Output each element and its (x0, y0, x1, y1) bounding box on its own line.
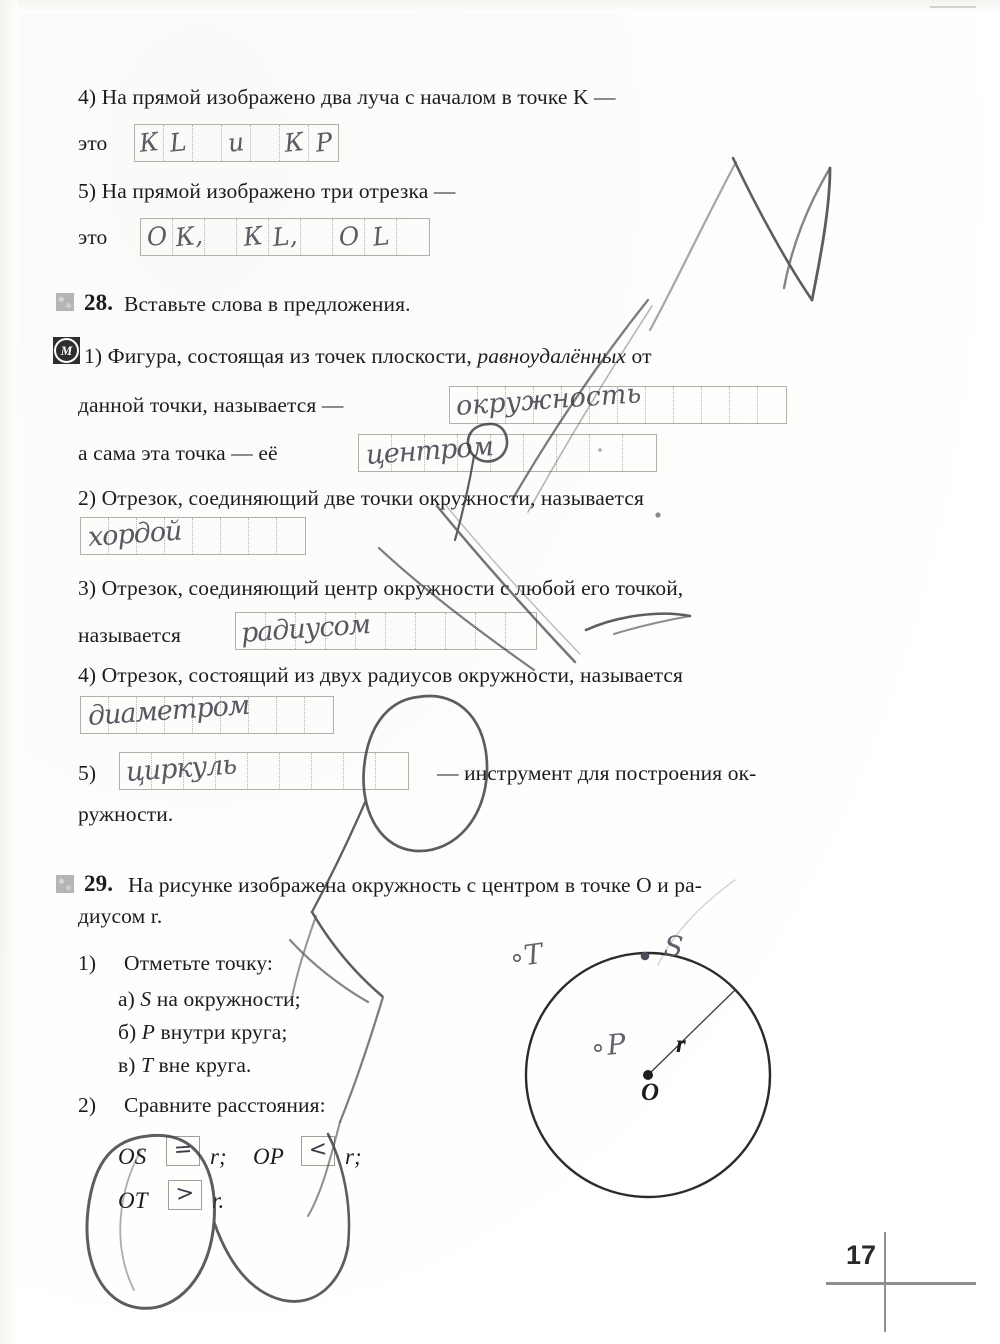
task-28-bullet-icon (56, 293, 74, 311)
task-29-item-1b-text: внутри круга; (160, 1020, 288, 1044)
answer-cell[interactable] (205, 219, 237, 255)
handwritten-point-T-dot (508, 946, 532, 970)
task-29-line-2: диусом r. (78, 904, 163, 928)
answer-cell[interactable] (251, 125, 280, 161)
task-28-item-4-body: Отрезок, состоящий из двух радиусов окружности, называется (101, 663, 684, 687)
task-28-item-2-marker: 2) (78, 486, 97, 510)
item-5-text (78, 176, 455, 206)
answer-cell[interactable] (476, 613, 506, 649)
answer-cell[interactable] (312, 753, 344, 789)
item-5-body: На прямой изображено три отрезка — (101, 179, 456, 203)
task-29-item-1c (118, 1050, 252, 1080)
answer-cell[interactable] (305, 697, 333, 733)
comparison-2-left: OP (253, 1144, 284, 1169)
answer-cell[interactable] (506, 613, 536, 649)
answer-cell[interactable] (221, 518, 249, 554)
comparison-3-right: r. (212, 1188, 225, 1213)
answer-cell[interactable] (557, 435, 590, 471)
m-badge-letter: M (54, 338, 79, 363)
answer-cell[interactable] (365, 219, 397, 255)
task-28-item-1-text-b: от (631, 344, 652, 368)
answer-cell[interactable] (269, 219, 301, 255)
answer-cell[interactable] (309, 125, 338, 161)
task-29-number: 29. (84, 871, 114, 896)
circle-diagram (500, 930, 800, 1220)
handwriting-okruzhnost: окружность (454, 378, 643, 422)
handwriting-cirkul: циркуль (124, 749, 238, 788)
task-28-item-3-marker: 3) (78, 576, 97, 600)
task-28-item-1-line-2: данной точки, называется — (78, 393, 344, 417)
figure-radius-label: r (676, 1031, 686, 1058)
comparison-3-symbol: > (174, 1180, 196, 1207)
task-28-item-4-text (78, 660, 683, 690)
task-29-item-1b-point: P (141, 1020, 156, 1044)
task-28-item-2-text (78, 483, 644, 513)
radius-line (648, 990, 735, 1075)
answer-cell[interactable] (237, 219, 269, 255)
item-4-answer-prefix: это (78, 131, 108, 155)
handwritten-cell-text: Р (313, 127, 334, 158)
answer-cell[interactable] (397, 219, 429, 255)
handwritten-cell-text: и (226, 127, 246, 158)
task-29-item-2-text: Сравните расстояния: (124, 1093, 326, 1117)
handwritten-cell-text: К, (173, 220, 204, 253)
answer-cell[interactable] (173, 219, 205, 255)
item-4-text (78, 82, 616, 112)
answer-cell[interactable] (135, 125, 164, 161)
comparison-2-symbol: < (307, 1136, 329, 1163)
task-28-item-2-body: Отрезок, соединяющий две точки окружности, называется (101, 486, 644, 510)
handwritten-cell-text: О (336, 220, 361, 252)
answer-cell[interactable] (193, 125, 222, 161)
footer-vertical-rule (884, 1232, 886, 1332)
task-29-item-1c-text: вне круга. (158, 1053, 252, 1077)
handwritten-cell-text: К (282, 126, 306, 158)
answer-cell[interactable] (386, 613, 416, 649)
comparison-2-box[interactable] (301, 1136, 335, 1166)
answer-cell[interactable] (277, 697, 305, 733)
task-29-item-1c-point: T (141, 1053, 154, 1077)
task-29-item-1-marker: 1) (78, 951, 97, 975)
task-28-item-1-marker: 1) (84, 344, 103, 368)
answer-cell[interactable] (164, 125, 193, 161)
handwritten-point-P-label: P (605, 1027, 628, 1062)
task-28-item-4-marker: 4) (78, 663, 97, 687)
multimedia-m-badge-icon (53, 337, 80, 364)
answer-cell[interactable] (277, 518, 305, 554)
handwriting-diametrom: диаметром (86, 689, 251, 732)
handwritten-point-S-dot (634, 944, 658, 968)
task-29-item-1a-marker: а) (118, 987, 135, 1011)
answer-cell[interactable] (333, 219, 365, 255)
answer-cell[interactable] (193, 518, 221, 554)
answer-cell[interactable] (674, 387, 702, 423)
comparison-1-symbol: = (172, 1136, 194, 1163)
answer-cell[interactable] (491, 435, 524, 471)
page-number: 17 (846, 1240, 877, 1270)
task-28-item-1-line-1 (84, 341, 652, 371)
answer-cell[interactable] (249, 518, 277, 554)
answer-cell[interactable] (590, 435, 623, 471)
answer-cell[interactable] (249, 697, 277, 733)
task-29-item-1c-marker: в) (118, 1053, 136, 1077)
handwriting-centrom: центром (364, 431, 494, 471)
task-29-item-1a (118, 984, 301, 1014)
handwritten-cell-text: L, (270, 220, 299, 253)
task-29-line-1: На рисунке изображена окружность с центром в точке O и ра- (128, 873, 703, 897)
answer-cell[interactable] (758, 387, 786, 423)
item-4-marker: 4) (78, 85, 97, 109)
answer-cell[interactable] (141, 219, 173, 255)
comparison-3-box[interactable] (168, 1180, 202, 1210)
answer-cell[interactable] (524, 435, 557, 471)
answer-grid-item-5[interactable] (140, 218, 430, 256)
comparison-2-right: r; (345, 1144, 362, 1169)
handwritten-cell-text: О (144, 220, 169, 252)
task-28-item-1-line-3: а сама эта точка — её (78, 441, 278, 465)
answer-cell[interactable] (248, 753, 280, 789)
answer-cell[interactable] (646, 387, 674, 423)
task-29-item-1a-text: на окружности; (156, 987, 301, 1011)
task-28-item-5-text-a: — инструмент для построения ок- (437, 761, 757, 785)
handwritten-cell-text: L (168, 127, 188, 158)
handwritten-point-S-label: S (662, 929, 685, 964)
answer-cell[interactable] (730, 387, 758, 423)
comparison-1-right: r; (210, 1144, 227, 1169)
answer-cell[interactable] (623, 435, 656, 471)
task-28-item-1-text-italic: равноудалённых (477, 344, 627, 368)
task-29-item-1b (118, 1017, 288, 1047)
answer-cell[interactable] (280, 753, 312, 789)
task-29-item-2-marker: 2) (78, 1093, 97, 1117)
task-29-item-1-text: Отметьте точку: (124, 951, 273, 975)
answer-cell[interactable] (376, 753, 408, 789)
comparison-1-left: OS (118, 1144, 147, 1169)
answer-cell[interactable] (222, 125, 251, 161)
task-29-item-1b-marker: б) (118, 1020, 137, 1044)
answer-cell[interactable] (344, 753, 376, 789)
task-28-item-5-text-b: ружности. (78, 802, 174, 826)
footer-horizontal-rule (826, 1282, 976, 1285)
answer-cell[interactable] (280, 125, 309, 161)
task-28-item-3-body: Отрезок, соединяющий центр окружности с любой его точкой, (101, 576, 684, 600)
item-4-body: На прямой изображено два луча с началом в точке K — (101, 85, 616, 109)
item-5-marker: 5) (78, 179, 97, 203)
handwritten-cell-text: К (241, 220, 264, 252)
task-28-number: 28. (84, 290, 114, 315)
comparison-3-left: OT (118, 1188, 148, 1213)
answer-cell[interactable] (301, 219, 333, 255)
answer-cell[interactable] (702, 387, 730, 423)
figure-center-label: O (641, 1079, 660, 1106)
handwritten-cell-text: L (370, 221, 391, 252)
answer-cell[interactable] (446, 613, 476, 649)
task-28-title: Вставьте слова в предложения. (124, 292, 411, 316)
task-28-item-1-text-a: Фигура, состоящая из точек плоскости, (107, 344, 472, 368)
item-5-answer-prefix: это (78, 225, 108, 249)
answer-grid-item-4[interactable] (134, 124, 339, 162)
task-28-item-3-line-2: называется (78, 623, 182, 647)
handwriting-hordoy: хордой (86, 515, 183, 553)
answer-cell[interactable] (416, 613, 446, 649)
handwritten-cell-text: К (137, 126, 161, 158)
handwritten-point-P-dot (589, 1036, 613, 1060)
task-29-bullet-icon (56, 875, 74, 893)
task-28-item-3-line-1 (78, 573, 683, 603)
task-28-item-5-marker: 5) (78, 761, 97, 785)
handwriting-radiusom: радиусом (239, 609, 372, 649)
comparison-1-box[interactable] (166, 1136, 200, 1166)
handwritten-point-T-label: T (521, 936, 545, 973)
task-29-item-1a-point: S (140, 987, 152, 1011)
